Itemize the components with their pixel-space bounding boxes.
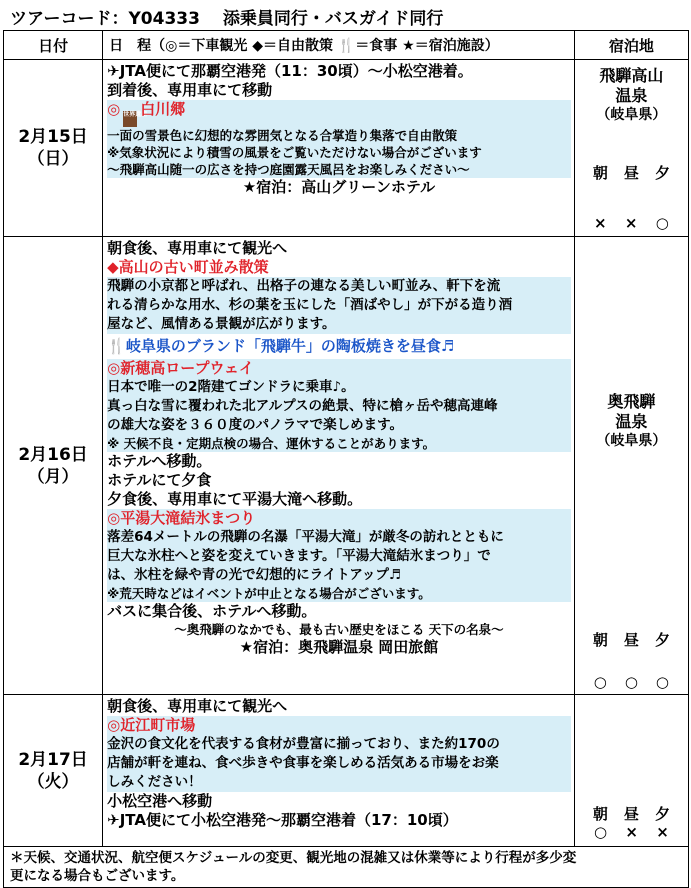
spot-desc: しみください！: [107, 774, 202, 790]
schedule-line: ホテルにて夕食: [107, 471, 212, 489]
tour-header: [10, 4, 443, 29]
spot-marker: ◎: [107, 100, 121, 118]
hotel-line: [107, 638, 571, 657]
spot-desc: は、氷柱を緑や青の光で幻想的にライトアップ♬: [107, 567, 401, 583]
spot-desc: 真っ白な雪に覆われた北アルプスの絶景、特に槍ヶ岳や穂高連峰: [107, 398, 498, 414]
meal-marks: [575, 673, 688, 691]
meal-dinner: 夕: [654, 164, 670, 182]
day-date: 2月15日: [18, 127, 88, 147]
schedule-line: 夕食後、専用車にて平湯大滝へ移動。: [107, 490, 363, 508]
spot-desc: 落差64メートルの飛騨の名瀑「平湯大滝」が厳冬の訪れとともに: [107, 529, 504, 545]
schedule-line: 朝食後、専用車にて観光へ: [107, 697, 288, 715]
day-schedule-cell: [103, 60, 575, 237]
day-weekday: （日）: [27, 149, 79, 169]
meal-mark: ×: [593, 214, 607, 232]
spot-title: [107, 100, 571, 127]
meal-dinner: 夕: [654, 631, 670, 649]
meal-breakfast: 朝: [592, 164, 608, 182]
meal-mark: ○: [593, 673, 607, 691]
spot-tagline: ～飛騨高山随一の広さを持つ庭園露天風呂をお楽しみください～: [107, 162, 470, 177]
hotel-tagline: ～奥飛騨のなかでも、最も古い歴史をほこる 天下の名泉～: [174, 622, 504, 637]
spot-desc: の雄大な姿を３６０度のパノラマで楽しめます。: [107, 417, 404, 433]
day-row: [4, 237, 689, 695]
spot-desc: 巨大な氷柱へと姿を変えていきます。「平湯大滝結氷まつり」で: [107, 548, 491, 564]
hotel-line: [107, 178, 571, 197]
schedule-line: 朝食後、専用車にて観光へ: [107, 239, 288, 257]
spot-note: ※荒天時などはイベントが中止となる場合がございます。: [107, 586, 431, 601]
stay-cell: [574, 237, 688, 695]
footnote-row: [4, 847, 689, 888]
meal-mark: ×: [625, 823, 638, 841]
spot-title: ◎平湯大滝結氷まつり: [107, 509, 256, 527]
highlight-block: [107, 277, 571, 334]
meal-mark: ○: [593, 823, 608, 841]
schedule-line: 小松空港へ移動: [107, 792, 213, 810]
spot-name: 白川郷: [140, 100, 186, 118]
spot-title: ◆高山の古い町並み散策: [107, 258, 269, 276]
meal-marks: [575, 823, 688, 841]
stay-pref: （岐阜県）: [596, 433, 667, 449]
schedule-line: ✈JTA便にて那覇空港発（11：30頃）～小松空港着。: [107, 62, 473, 80]
itinerary-table: [3, 30, 689, 888]
day-date-cell: [4, 60, 103, 237]
hotel-name: ★宿泊：奥飛騨温泉 岡田旅館: [239, 638, 439, 656]
stay-cell: [574, 60, 688, 237]
day-date-cell: [4, 695, 103, 847]
stay-column-header: 宿泊地: [574, 31, 688, 60]
meal-labels: [575, 803, 688, 824]
meal-labels: [575, 162, 688, 183]
spot-title: ◎近江町市場: [107, 716, 196, 734]
spot-desc: 飛騨の小京都と呼ばれ、出格子の連なる美しい町並み、軒下を流: [107, 278, 501, 294]
meal-dinner: 夕: [654, 805, 670, 823]
meal-marks: [575, 214, 688, 232]
schedule-line: バスに集合後、ホテルへ移動。: [107, 602, 317, 620]
schedule-line: ホテルへ移動。: [107, 452, 212, 470]
meal-lunch: 昼: [623, 631, 639, 649]
spot-desc: 金沢の食文化を代表する食材が豊富に揃っており、また約170の: [107, 736, 500, 752]
stay-pref: （岐阜県）: [596, 107, 667, 123]
spot-desc: 店舗が軒を連ね、食べ歩きや食事を楽しめる活気ある市場をお楽: [107, 755, 499, 771]
world-heritage-icon: 世界遺産: [123, 111, 137, 127]
stay-name: 飛騨高山: [599, 66, 664, 85]
day-date: 2月16日: [18, 444, 88, 465]
day-date-cell: [4, 237, 103, 695]
table-header-row: [4, 31, 689, 60]
hotel-name: ★宿泊：高山グリーンホテル: [242, 178, 436, 196]
meal-mark: ○: [624, 673, 638, 691]
highlight-block: [107, 509, 571, 602]
day-schedule-cell: [103, 237, 575, 695]
meal-lunch: 昼: [623, 805, 639, 823]
meal-mark: ○: [655, 673, 669, 691]
meal-mark: ○: [655, 214, 669, 232]
footnote-cell: [4, 847, 689, 888]
lunch-line: 🍴岐阜県のブランド「飛騨牛」の陶板焼きを昼食♬: [107, 337, 455, 355]
day-row: [4, 60, 689, 237]
spot-note: ※気象状況により積雪の風景をご覧いただけない場合がございます: [107, 145, 482, 160]
tour-code: ツアーコード：Y04333: [10, 9, 200, 29]
date-column-header: 日付: [4, 31, 103, 60]
meal-breakfast: 朝: [592, 805, 608, 823]
spot-desc: 一面の雪景色に幻想的な雰囲気となる合掌造り集落で自由散策: [107, 128, 458, 143]
spot-title: ◎新穂高ロープウェイ: [107, 359, 254, 377]
schedule-column-header: 日 程（◎＝下車観光 ◆＝自由散策 🍴＝食事 ★＝宿泊施設）: [103, 31, 575, 60]
day-weekday: （火）: [27, 771, 79, 792]
flight-line: ✈JTA便にて小松空港発～那覇空港着（17：10頃）: [107, 811, 458, 829]
meal-mark: ×: [656, 823, 669, 841]
escort-info: 添乗員同行・バスガイド同行: [222, 9, 444, 29]
spot-desc: 屋など、風情ある景観が広がります。: [107, 316, 336, 332]
meal-lunch: 昼: [623, 164, 639, 182]
footnote-line: 更になる場合もございます。: [10, 868, 185, 884]
highlight-block: [107, 716, 571, 792]
stay-name: 奥飛騨: [607, 392, 656, 411]
stay-cell: [574, 695, 688, 847]
highlight-block: [107, 359, 571, 452]
meal-labels: [575, 629, 688, 650]
spot-desc: れる清らかな用水、杉の葉を玉にした「酒ばやし」が下がる造り酒: [107, 297, 513, 313]
day-row: [4, 695, 689, 847]
stay-name-2: 温泉: [615, 412, 648, 431]
stay-name-2: 温泉: [615, 86, 648, 105]
meal-breakfast: 朝: [592, 631, 608, 649]
highlight-block: [107, 100, 571, 178]
meal-mark: ×: [624, 214, 638, 232]
spot-desc: 日本で唯一の2階建てゴンドラに乗車♪。: [107, 379, 355, 395]
day-schedule-cell: [103, 695, 575, 847]
schedule-line: 到着後、専用車にて移動: [107, 81, 273, 99]
day-weekday: （月）: [27, 466, 79, 487]
footnote-line: ＊天候、交通状況、航空便スケジュールの変更、観光地の混雑又は休業等により行程が多少変: [10, 850, 577, 866]
day-date: 2月17日: [18, 749, 88, 770]
spot-note: ※ 天候不良・定期点検の場合、運休することがあります。: [107, 436, 436, 451]
